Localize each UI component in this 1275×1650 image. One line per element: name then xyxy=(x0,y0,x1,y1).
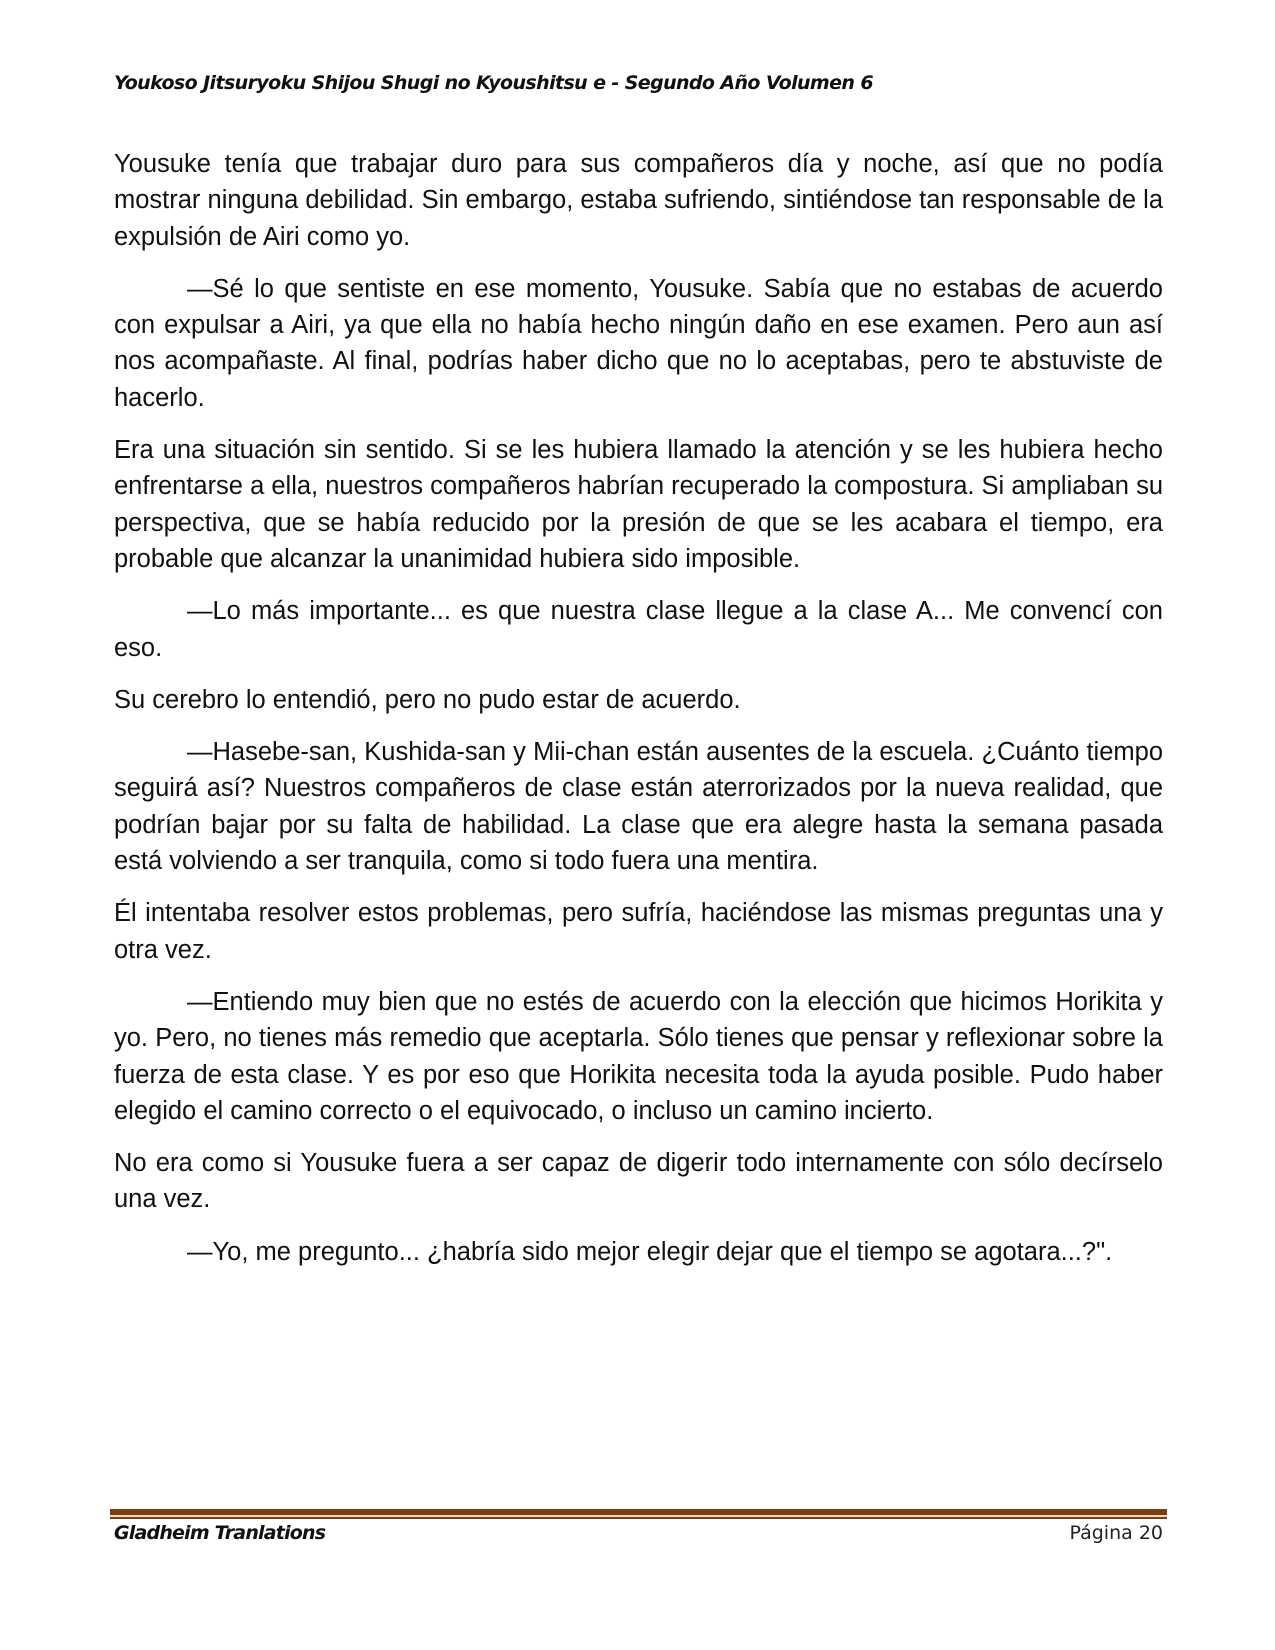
running-header: Youkoso Jitsuryoku Shijou Shugi no Kyoushitsu e - Segundo Año Volumen 6 xyxy=(114,72,873,94)
dialog-paragraph: —Lo más importante... es que nuestra clase llegue a la clase A... Me convencí con eso. xyxy=(114,597,1163,662)
paragraph: Su cerebro lo entendió, pero no pudo estar de acuerdo. xyxy=(114,685,741,714)
dialog-paragraph: —Entiendo muy bien que no estés de acuerdo con la elección que hicimos Horikita y yo. Pero, no tienes más remedio que aceptarla. Sólo tienes que pensar y reflexionar sobre la fuerza de esta clase. Y es por eso que Horikita necesita toda la ayuda posible. Pudo haber elegido el camino correcto o el equivocado, o incluso un camino incierto. xyxy=(114,987,1163,1125)
paragraph: Era una situación sin sentido. Si se les hubiera llamado la atención y se les hubiera hecho enfrentarse a ella, nuestros compañeros habrían recuperado la compostura. Si ampliaban su perspectiva, que se había reducido por la presión de que se les acabara el tiempo, era probable que alcanzar la unanimidad hubiera sido imposible. xyxy=(114,436,1163,573)
dialog-paragraph: —Yo, me pregunto... ¿habría sido mejor elegir dejar que el tiempo se agotara...?". xyxy=(187,1237,1113,1266)
page-body xyxy=(114,146,1163,1286)
footer-publisher: Gladheim Tranlations xyxy=(114,1522,326,1544)
dialog-paragraph: —Hasebe-san, Kushida-san y Mii-chan están ausentes de la escuela. ¿Cuánto tiempo seguirá así? Nuestros compañeros de clase están aterrorizados por la nueva realidad, que podrían bajar por su falta de habilidad. La clase que era alegre hasta la semana pasada está volviendo a ser tranquila, como si todo fuera una mentira. xyxy=(114,738,1163,876)
page-label: Página xyxy=(1069,1522,1133,1544)
paragraph: No era como si Yousuke fuera a ser capaz de digerir todo internamente con sólo decírselo una vez. xyxy=(114,1149,1163,1214)
paragraph: Yousuke tenía que trabajar duro para sus compañeros día y noche, así que no podía mostrar ninguna debilidad. Sin embargo, estaba sufriendo, sintiéndose tan responsable de la expulsión de Airi como yo. xyxy=(114,150,1164,251)
paragraph: Él intentaba resolver estos problemas, pero sufría, haciéndose las mismas preguntas una y otra vez. xyxy=(114,899,1163,964)
dialog-paragraph: —Sé lo que sentiste en ese momento, Yousuke. Sabía que no estabas de acuerdo con expulsar a Airi, ya que ella no había hecho ningún daño en ese examen. Pero aun así nos acompañaste. Al final, podrías haber dicho que no lo aceptabas, pero te abstuviste de hacerlo. xyxy=(114,274,1163,412)
footer-divider xyxy=(110,1509,1167,1519)
page-number-value: 20 xyxy=(1138,1522,1163,1544)
page-number xyxy=(1069,1522,1163,1544)
